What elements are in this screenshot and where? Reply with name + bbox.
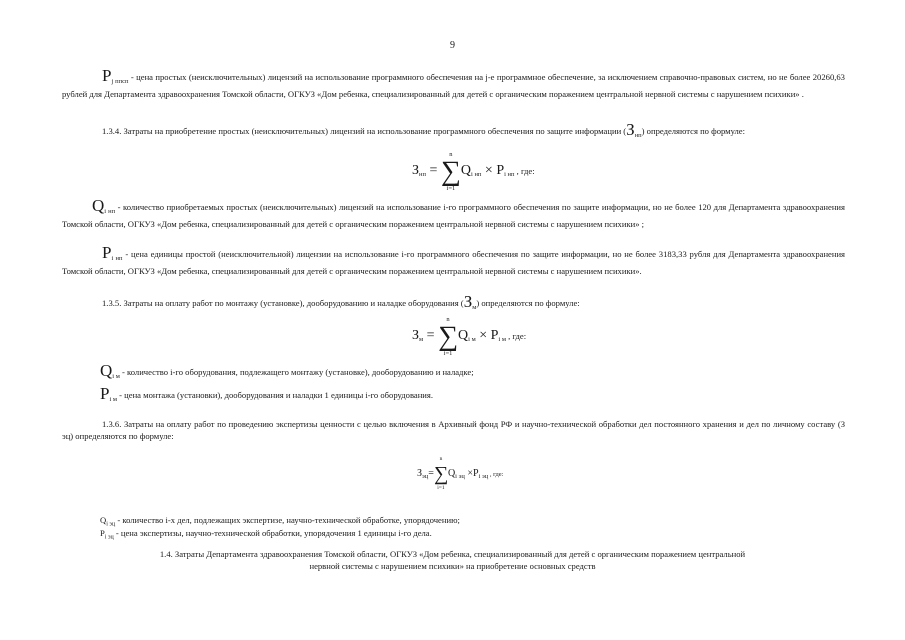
formula-z-np: $З_{нп}$ = ∑ n i=1 $Q_{i нп} \times P_{i нп}$ , где: — [412, 151, 535, 192]
qty-np-paragraph: $Q_{i нп}$ - количество приобретаемых простых (неисключительных) лицензий на использование i-го программного обеспечения по защите информации, но не более 120 для Департамента здравоохранения Томской области, ОГКУЗ «Дом ребенка, специализированный для детей с органическим поражением центральной нервной системы с нарушением психики» ; — [62, 196, 845, 229]
section-1-3-5-paragraph: 1.3.5. Затраты на оплату работ по монтажу (установке), дооборудованию и наладке оборудования $(З_м)$ определяются по формуле: — [102, 292, 580, 311]
symbol-z-m: $З_м$ — [463, 292, 477, 311]
symbol-p: $P_{j ппсп}$ — [102, 66, 129, 85]
formula-z-m: $З_м$ = ∑ n i=1 $Q_{i м} \times P_{i м}$ , где: — [412, 316, 527, 357]
section-1-3-4-paragraph: 1.3.4. Затраты на приобретение простых (неисключительных) лицензий на использование программного обеспечения по защите информации $(З_{нп})$ определяются по формуле: — [102, 120, 746, 139]
symbol-z-np: $З_{нп}$ — [626, 120, 642, 139]
price-ec-paragraph: $P_{i эц}$ - цена экспертизы, научно-технической обработки, упорядочения 1 единицы i-го дела. — [100, 528, 432, 541]
page-number: 9 — [450, 40, 455, 51]
symbol-p-m: $P_{i м}$ — [100, 384, 118, 403]
formula-z-ec: $З_{эц}=\sum$ n i=1 $Q_{i эц} \times P_{i эц}$ , где: — [417, 456, 504, 491]
section-1-4-heading: 1.4. Затраты Департамента здравоохранения Томской области, ОГКУЗ «Дом ребенка, специализированный для детей с органическим поражением центральной нервной системы с нарушением психики» на приобретение основных средств — [159, 549, 746, 571]
qty-m-paragraph: $Q_{i м}$ - количество i-го оборудования, подлежащего монтажу (установке), дооборудованию и наладке; — [100, 361, 474, 380]
section-1-3-6-paragraph: 1.3.6. Затраты на оплату работ по проведению экспертизы ценности с целью включения в Архивный фонд РФ и научно-технической обработки дел постоянного хранения и дел по личному составу (З эц) определяются по формуле: — [62, 419, 845, 441]
symbol-q-m: $Q_{i м}$ — [100, 361, 120, 380]
symbol-q-np: $Q_{i нп}$ — [92, 196, 116, 215]
symbol-p-np: $P_{i нп}$ — [102, 243, 123, 262]
sum-sign: ∑ n i=1 — [440, 151, 461, 192]
sum-sign: ∑ n i=1 — [438, 316, 459, 357]
qty-ec-paragraph: $Q_{i эц}$ - количество i-х дел, подлежащих экспертизе, научно-технической обработке, упорядочению; — [100, 515, 460, 528]
price-simple-licenses-paragraph: $P_{j ппсп}$ - цена простых (неисключительных) лицензий на использование программного обеспечения на j-е программное обеспечение, за исключением справочно-правовых систем, но не более 20260,63 рублей для Департамента здравоохранения Томской области, ОГКУЗ «Дом ребенка, специализированный для детей с органическим поражением центральной нервной системы с нарушением психики» . — [62, 66, 845, 99]
price-np-paragraph: $P_{i нп}$ - цена единицы простой (неисключительной) лицензии на использование i-го программного обеспечения по защите информации, но не более 3183,33 рубля для Департамента здравоохранения Томской области, ОГКУЗ «Дом ребенка, специализированный для детей с органическим поражением центральной нервной системы с нарушением психики». — [62, 243, 846, 276]
price-m-paragraph: $P_{i м}$ - цена монтажа (установки), дооборудования и наладки 1 единицы i-го оборудования. — [100, 384, 434, 403]
sum-sign: ∑ n i=1 — [433, 456, 449, 491]
